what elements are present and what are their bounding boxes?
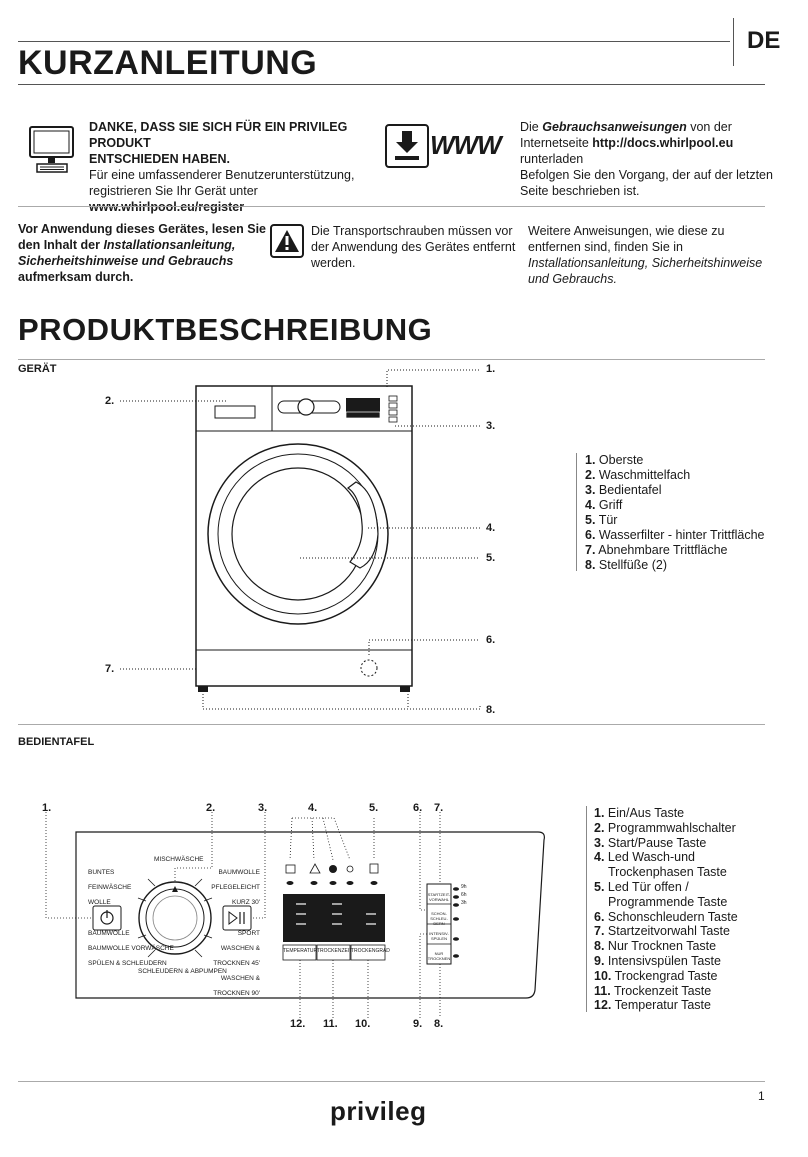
docs-pre: Die <box>520 120 543 134</box>
docs-line-5: Seite beschrieben ist. <box>520 184 640 198</box>
more-line-4: und Gebrauchs. <box>528 272 617 286</box>
panel-part-5: 5. Led Tür offen / <box>594 879 689 894</box>
panel-callout-6: 6. <box>413 802 423 814</box>
read-line-3: Sicherheitshinweise und Gebrauchs <box>18 254 234 268</box>
more-line-3: Installationsanleitung, Sicherheitshinweise <box>528 256 763 270</box>
panel-part-1: 1. Ein/Aus Taste <box>594 806 685 820</box>
programs-left <box>88 865 174 971</box>
panel-part-7: 7. Startzeitvorwahl Taste <box>594 924 730 939</box>
transport-line-1: Die Transportschrauben müssen vor <box>311 224 513 238</box>
panel-part-3: 3. Start/Pause Taste <box>594 835 707 850</box>
docs-line-3: runterladen <box>520 152 584 166</box>
read-line-2-italic: Installationsanleitung, <box>103 238 236 252</box>
panel-callout-9: 9. <box>413 1018 423 1030</box>
dry-time-button[interactable]: TROCKENZEIT <box>317 948 353 954</box>
device-legend-bar <box>576 453 577 571</box>
program-left-6: SPÜLEN & SCHLEUDERN <box>88 960 167 967</box>
programs-right <box>190 865 260 1001</box>
read-line-1: Vor Anwendung dieses Gerätes, lesen Sie <box>18 222 266 236</box>
thanks-line-2: ENTSCHIEDEN HABEN. <box>89 152 230 166</box>
www-label: WWW <box>430 130 501 160</box>
panel-callout-5: 5. <box>369 802 379 814</box>
intensive-rinse-button[interactable]: INTENSIV-SPÜLEN <box>429 931 449 941</box>
device-part-3: 3. Bedientafel <box>585 483 662 497</box>
read-line-4: aufmerksam durch. <box>18 270 134 284</box>
transport-block <box>311 223 521 271</box>
intro-divider <box>18 206 765 207</box>
support-line-1: Für eine umfassenderer Benutzerunterstützung, <box>89 168 355 182</box>
device-part-6: 6. Wasserfilter - hinter Trittfläche <box>585 528 765 542</box>
program-left-5: BAUMWOLLE VORWÄSCHE <box>88 945 174 952</box>
read-line-2-pre: den Inhalt der <box>18 238 104 252</box>
panel-callout-1: 1. <box>42 802 52 814</box>
delay-hour-6: 6h <box>461 892 467 898</box>
panel-label: BEDIENTAFEL <box>18 736 95 748</box>
download-arrow-icon <box>387 126 427 166</box>
panel-part-10: 10. Trockengrad Taste <box>594 968 718 983</box>
device-part-1: 1. Oberste <box>585 453 644 467</box>
program-right-6: WASCHEN & TROCKNEN 90' <box>213 975 260 997</box>
warning-icon <box>270 224 304 258</box>
panel-part-2: 2. Programmwahlschalter <box>594 820 736 835</box>
panel-callout-8: 8. <box>434 1018 444 1030</box>
device-callout-5: 5. <box>486 552 496 564</box>
panel-legend-bar <box>586 806 587 1012</box>
program-left-3: WOLLE <box>88 899 111 906</box>
language-code: DE <box>747 27 781 54</box>
program-right-2: PFLEGELEICHT <box>211 884 260 891</box>
register-link[interactable]: www.whirlpool.eu/register <box>89 200 245 214</box>
docs-italic: Gebrauchsanweisungen <box>542 120 687 134</box>
more-info-block <box>528 223 788 287</box>
program-left-2: FEINWÄSCHE <box>88 884 132 891</box>
panel-part-5b: Programmende Taste <box>608 894 728 909</box>
program-right-1: BAUMWOLLE <box>218 869 260 876</box>
transport-line-2: der Anwendung des Gerätes entfernt <box>311 240 516 254</box>
product-section-title: PRODUKTBESCHREIBUNG <box>18 312 433 347</box>
device-part-7: 7. Abnehmbare Trittfläche <box>585 543 728 557</box>
panel-part-12: 12. Temperatur Taste <box>594 998 711 1013</box>
device-label: GERÄT <box>18 363 57 375</box>
device-callout-6: 6. <box>486 634 496 646</box>
device-part-2: 2. Waschmittelfach <box>585 468 691 482</box>
device-callout-4: 4. <box>486 522 496 534</box>
panel-part-8: 8. Nur Trocknen Taste <box>594 939 717 954</box>
device-parts-list <box>585 453 764 573</box>
delay-hours <box>461 883 467 907</box>
more-line-1: Weitere Anweisungen, wie diese zu <box>528 224 725 238</box>
program-top: MISCHWÄSCHE <box>154 856 204 863</box>
device-callout-7: 7. <box>105 663 115 675</box>
device-callout-2: 2. <box>105 395 115 407</box>
page-number: 1 <box>758 1089 765 1103</box>
page-title: KURZANLEITUNG <box>18 44 318 82</box>
device-callout-8: 8. <box>486 704 496 716</box>
docs-link[interactable]: http://docs.whirlpool.eu <box>592 136 734 150</box>
computer-icon <box>27 125 77 175</box>
panel-callout-2: 2. <box>206 802 216 814</box>
support-line-2: registrieren Sie Ihr Gerät unter <box>89 184 258 198</box>
program-left-1: BUNTES <box>88 869 115 876</box>
panel-part-9: 9. Intensivspülen Taste <box>594 953 721 968</box>
device-part-4: 4. Griff <box>585 498 623 512</box>
panel-callout-3: 3. <box>258 802 268 814</box>
panel-callout-12: 12. <box>290 1018 306 1030</box>
panel-callout-7: 7. <box>434 802 444 814</box>
docs-post: von der <box>686 120 732 134</box>
dry-only-button[interactable]: NUR TROCKNEN <box>427 951 451 961</box>
panel-callout-4: 4. <box>308 802 318 814</box>
device-callout-1: 1. <box>486 363 496 375</box>
panel-divider <box>18 724 765 725</box>
lang-divider <box>733 18 734 66</box>
device-callout-3: 3. <box>486 420 496 432</box>
footer-divider <box>18 1081 765 1082</box>
panel-callout-10: 10. <box>355 1018 371 1030</box>
docs-line-4: Befolgen Sie den Vorgang, der auf der letzten <box>520 168 773 182</box>
program-right-4: SPORT <box>237 930 260 937</box>
docs-site-pre: Internetseite <box>520 136 593 150</box>
device-leaders <box>0 360 520 720</box>
delay-hour-9: 9h <box>461 884 467 890</box>
program-right-5: WASCHEN & TROCKNEN 45' <box>213 945 260 967</box>
title-top-rule <box>18 41 730 42</box>
docs-block <box>520 119 790 199</box>
read-manual-block <box>18 221 268 285</box>
title-bottom-rule <box>18 84 765 85</box>
panel-part-11: 11. Trockenzeit Taste <box>594 983 712 998</box>
program-bottom: SCHLEUDERN & ABPUMPEN <box>138 968 227 975</box>
temperature-button[interactable]: TEMPERATUR <box>283 948 318 954</box>
panel-parts-list <box>594 806 738 1013</box>
thanks-line-1: DANKE, DASS SIE SICH FÜR EIN PRIVILEG PRODUKT <box>89 120 348 150</box>
panel-callout-11: 11. <box>323 1018 338 1030</box>
gentle-spin-button[interactable]: SCHON-SCHLEU-DERN <box>430 911 448 926</box>
more-line-2: entfernen sind, finden Sie in <box>528 240 683 254</box>
delay-start-button[interactable]: STARTZEIT-VORWAHL <box>427 892 451 902</box>
panel-part-4b: Trockenphasen Taste <box>608 865 727 880</box>
transport-line-3: werden. <box>311 256 356 270</box>
device-part-5: 5. Tür <box>585 513 618 527</box>
panel-part-4: 4. Led Wasch-und <box>594 850 696 865</box>
download-icon <box>385 124 429 168</box>
delay-hour-3: 3h <box>461 900 467 906</box>
program-left-4: BAUMWOLLE <box>88 930 130 937</box>
device-part-8: 8. Stellfüße (2) <box>585 558 668 572</box>
brand-logo: privileg <box>330 1096 427 1126</box>
dry-level-button[interactable]: TROCKENGRAD <box>351 948 390 954</box>
program-right-3: KURZ 30' <box>232 899 260 906</box>
panel-part-6: 6. Schonschleudern Taste <box>594 909 738 924</box>
thanks-block <box>89 119 389 215</box>
